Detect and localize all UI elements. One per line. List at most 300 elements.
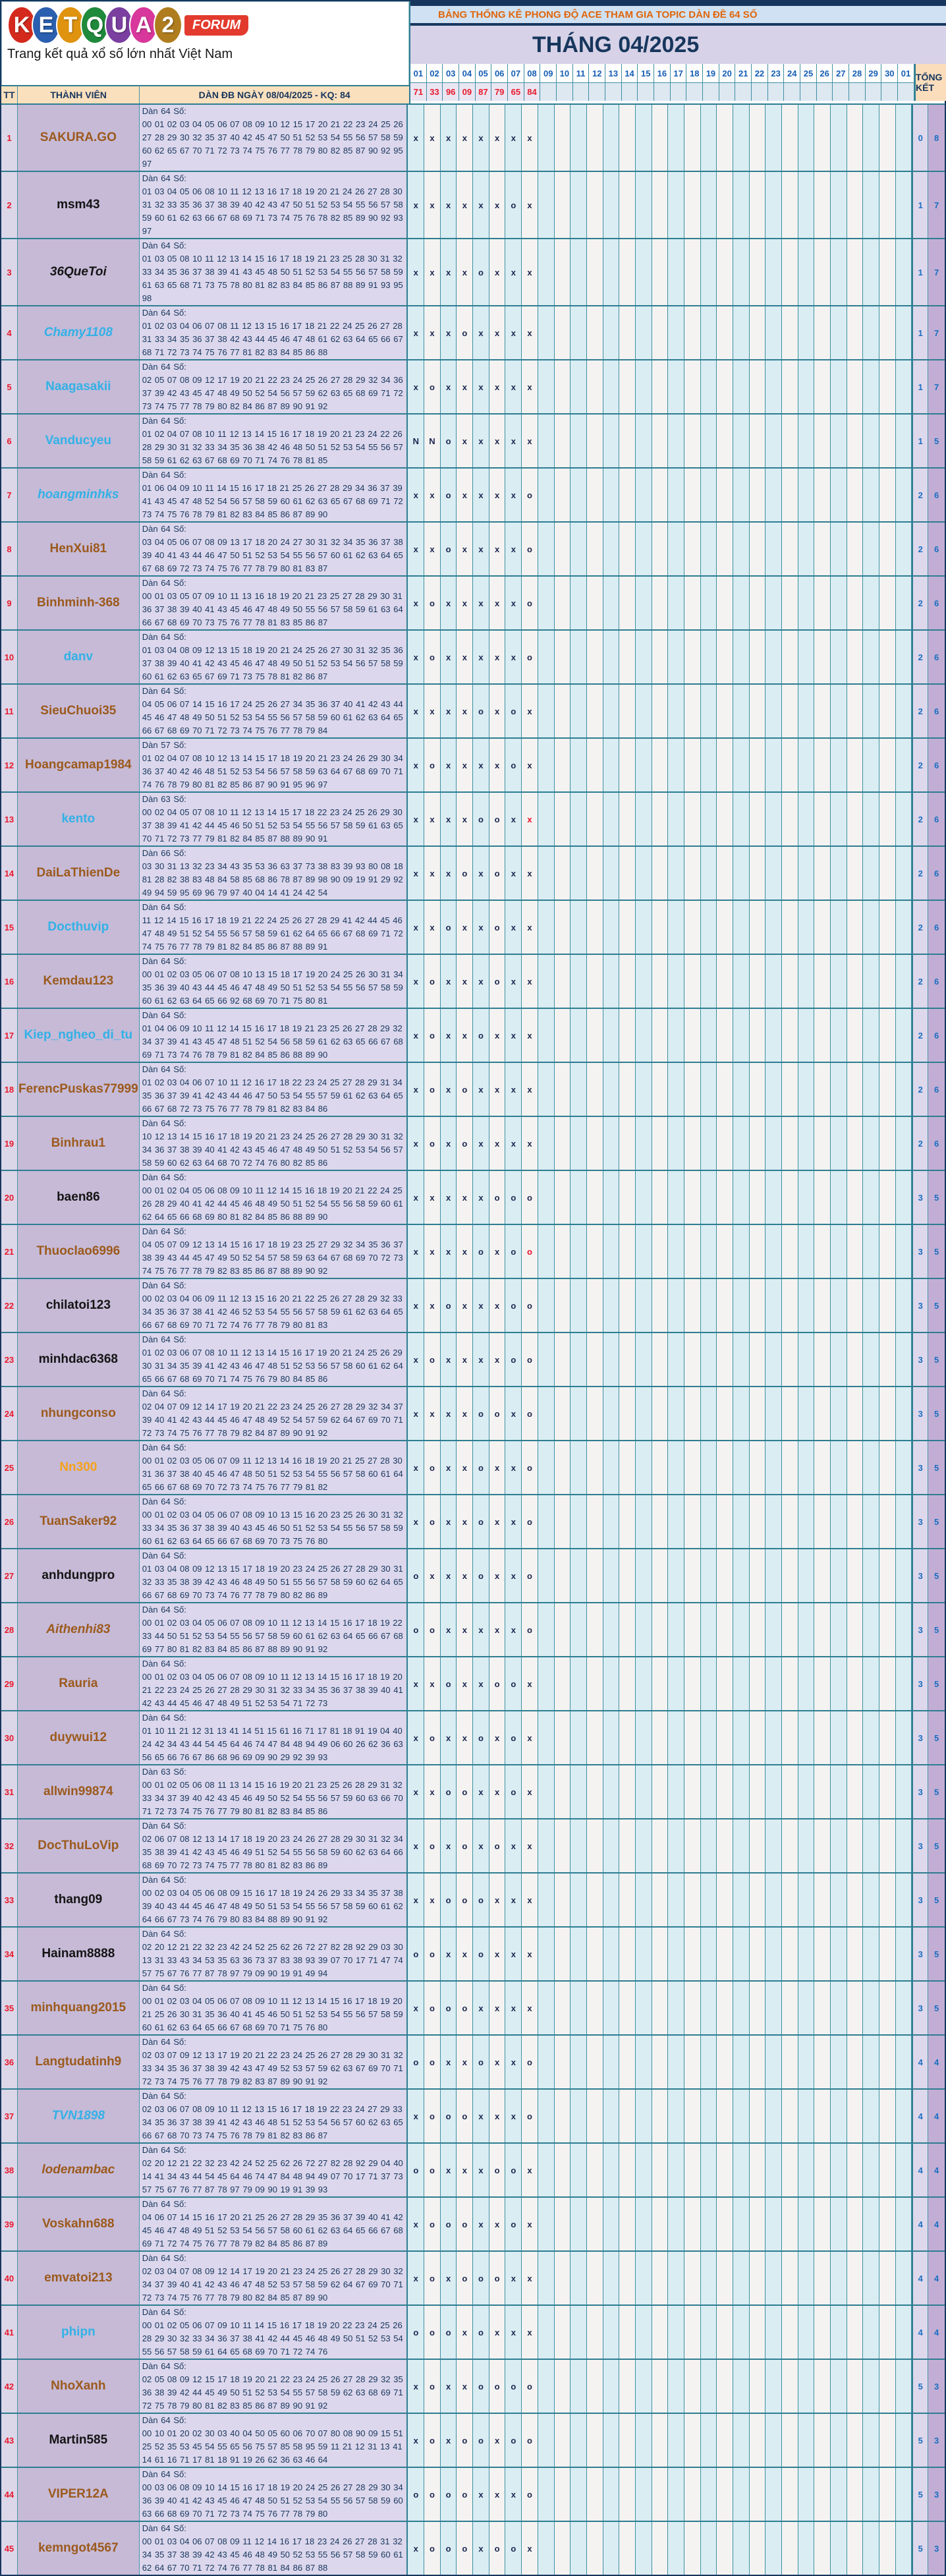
mark-cell xyxy=(733,847,750,900)
member-name[interactable]: Aithenhi83 xyxy=(46,1622,111,1636)
mark-cell: x xyxy=(408,172,424,238)
mark-cell xyxy=(847,685,864,737)
mark-cell xyxy=(717,739,733,791)
mark-cell xyxy=(587,1063,603,1116)
mark-cell xyxy=(717,1171,733,1224)
mark-cell xyxy=(814,2360,831,2413)
day-cells xyxy=(408,1387,912,1440)
mark-cell xyxy=(831,2522,847,2575)
member-name[interactable]: DaiLaThienDe xyxy=(36,866,121,880)
dan-numbers: 01 03 04 08 09 12 13 15 17 18 19 20 23 24 25 26 27 28 29 30 31 32 33 35 38 39 42 43 46 48 49 50 51 55 56 57 58 59 60 62 64 65 66 67 68 69 70 73 74 76 77 78 79 80 82 86 89 xyxy=(142,1564,403,1600)
mark-cell: o xyxy=(489,2144,506,2196)
member-name-cell xyxy=(18,1009,140,1062)
dan-label: Dàn 64 Số: xyxy=(142,416,186,426)
win-total: 4 xyxy=(928,2090,945,2142)
mark-cell xyxy=(750,1928,766,1980)
member-name[interactable]: NhoXanh xyxy=(51,2379,106,2393)
dan-numbers: 01 02 03 04 06 07 10 11 12 16 17 18 22 23 24 25 27 28 29 31 34 35 36 37 39 41 42 43 44 46 47 50 53 54 55 57 59 61 62 63 64 65 66 67 68 72 73 75 76 77 78 79 81 82 83 84 86 xyxy=(142,1077,403,1114)
win-total: 6 xyxy=(928,739,945,791)
mark-cell xyxy=(603,793,620,845)
mark-cell xyxy=(896,1982,912,2034)
mark-cell xyxy=(619,2468,636,2521)
mark-cell xyxy=(798,2360,815,2413)
dan-numbers: 01 03 05 08 10 11 12 13 14 15 16 17 18 19 21 23 25 28 30 31 32 33 34 35 36 37 38 39 41 43 45 48 50 51 52 53 54 55 56 57 58 59 61 63 65 68 71 73 75 78 80 81 82 83 84 85 86 87 88 89 91 93 95 98 xyxy=(142,254,403,303)
mark-cell xyxy=(814,1765,831,1818)
numbers-cell xyxy=(140,2306,408,2359)
dan-numbers: 01 02 04 07 08 10 12 13 14 15 17 18 19 20 21 23 24 26 29 30 34 36 37 40 42 46 48 51 52 53 54 56 57 58 59 63 64 67 68 69 70 71 74 76 78 79 80 81 82 85 86 87 90 91 95 96 97 xyxy=(142,753,403,789)
mark-cell xyxy=(798,1225,815,1278)
mark-cell xyxy=(750,469,766,521)
member-name[interactable]: Rauria xyxy=(59,1676,98,1690)
member-name[interactable]: kemngot4567 xyxy=(38,2541,119,2555)
table-row xyxy=(1,845,945,900)
mark-cell xyxy=(733,1711,750,1764)
member-name[interactable]: HenXui81 xyxy=(49,542,107,556)
mark-cell xyxy=(879,360,896,413)
mark-cell: x xyxy=(441,2252,457,2304)
mark-cell xyxy=(652,1387,669,1440)
mark-cell xyxy=(782,1495,798,1548)
member-name[interactable]: Hoangcamap1984 xyxy=(25,758,132,772)
mark-cell: x xyxy=(424,685,441,737)
mark-cell: x xyxy=(489,2090,506,2142)
mark-cell xyxy=(863,685,879,737)
member-name[interactable]: thang09 xyxy=(54,1893,103,1906)
mark-cell xyxy=(798,1333,815,1386)
day-cells xyxy=(408,955,912,1008)
day-header-cell: 22 xyxy=(752,64,768,83)
mark-cell: x xyxy=(489,1009,506,1062)
mark-cell xyxy=(636,1657,652,1710)
day-cells xyxy=(408,685,912,737)
mark-cell xyxy=(831,739,847,791)
mark-cell xyxy=(863,2414,879,2467)
mark-cell xyxy=(896,685,912,737)
mark-cell: x xyxy=(457,1279,473,1332)
member-name[interactable]: danv xyxy=(63,650,93,664)
mark-cell xyxy=(847,847,864,900)
mark-cell xyxy=(587,1765,603,1818)
row-number: 10 xyxy=(1,631,18,683)
mark-cell xyxy=(798,793,815,845)
member-name[interactable]: Chamy1108 xyxy=(43,326,113,339)
mark-cell xyxy=(555,1387,571,1440)
member-name[interactable]: minhquang2015 xyxy=(30,2001,126,2015)
member-name[interactable]: minhdac6368 xyxy=(38,1352,119,1366)
mark-cell xyxy=(831,1982,847,2034)
member-name[interactable]: 36QueToi xyxy=(49,265,107,279)
mark-cell xyxy=(798,685,815,737)
mark-cell: x xyxy=(473,2522,489,2575)
member-name-cell xyxy=(18,1225,140,1278)
numbers-cell xyxy=(140,469,408,521)
member-name-cell xyxy=(18,1171,140,1224)
member-name[interactable]: Kiep_ngheo_di_tu xyxy=(24,1028,133,1042)
mark-cell xyxy=(733,1441,750,1494)
mark-cell xyxy=(831,1117,847,1170)
mark-cell xyxy=(896,2360,912,2413)
mark-cell xyxy=(717,1333,733,1386)
mark-cell: x xyxy=(473,306,489,359)
numbers-cell xyxy=(140,1495,408,1548)
member-name[interactable]: phipn xyxy=(61,2325,96,2339)
mark-cell xyxy=(603,1171,620,1224)
mark-cell: x xyxy=(505,2090,522,2142)
mark-cell: o xyxy=(441,415,457,467)
mark-cell xyxy=(538,793,555,845)
member-name[interactable]: Binhrau1 xyxy=(51,1136,105,1150)
logo-letter: Q xyxy=(80,6,109,44)
mark-cell: x xyxy=(522,1982,538,2034)
dan-label: Dàn 57 Số: xyxy=(142,740,186,750)
member-name[interactable]: Docthuvip xyxy=(47,920,109,934)
win-total: 7 xyxy=(928,172,945,238)
mark-cell xyxy=(619,1603,636,1656)
day-cells xyxy=(408,1874,912,1926)
mark-cell: x xyxy=(424,1171,441,1224)
member-name-cell xyxy=(18,1549,140,1602)
mark-cell xyxy=(701,1009,717,1062)
member-name[interactable]: baen86 xyxy=(57,1190,100,1204)
day-cells xyxy=(408,1117,912,1170)
mark-cell xyxy=(733,2036,750,2088)
mark-cell xyxy=(570,1928,587,1980)
mark-cell xyxy=(652,1549,669,1602)
member-name[interactable]: SieuChuoi35 xyxy=(40,704,117,718)
mark-cell: x xyxy=(441,1441,457,1494)
mark-cell: x xyxy=(441,1063,457,1116)
mark-cell xyxy=(879,2306,896,2359)
mark-cell xyxy=(668,1711,684,1764)
logo-letter: T xyxy=(56,6,85,44)
mark-cell: x xyxy=(408,2522,424,2575)
mark-cell xyxy=(782,2198,798,2250)
mark-cell xyxy=(765,1603,782,1656)
mark-cell: o xyxy=(522,1225,538,1278)
mark-cell xyxy=(619,1765,636,1818)
dan-label: Dàn 64 Số: xyxy=(142,2145,186,2155)
mark-cell xyxy=(619,1657,636,1710)
day-header-cell: 21 xyxy=(735,64,752,83)
mark-cell xyxy=(636,2306,652,2359)
numbers-cell xyxy=(140,685,408,737)
mark-cell xyxy=(814,2198,831,2250)
mark-cell xyxy=(619,631,636,683)
mark-cell: x xyxy=(408,523,424,575)
dan-numbers: 02 05 07 08 09 12 17 19 20 21 22 23 24 25 26 27 28 29 32 34 36 37 39 42 43 45 47 48 49 50 52 54 56 57 59 62 63 65 68 69 71 72 73 74 75 77 78 79 80 82 84 86 87 89 90 91 92 xyxy=(142,375,403,411)
mark-cell xyxy=(782,2414,798,2467)
mark-cell xyxy=(603,469,620,521)
mark-cell xyxy=(538,1387,555,1440)
row-number: 4 xyxy=(1,306,18,359)
miss-total: 2 xyxy=(912,1063,928,1116)
mark-cell xyxy=(733,2414,750,2467)
member-name-cell xyxy=(18,1657,140,1710)
day-header-cell: 11 xyxy=(573,64,590,83)
member-name[interactable]: anhdungpro xyxy=(42,1568,115,1582)
mark-cell xyxy=(684,1009,701,1062)
member-name[interactable]: lodenambac xyxy=(42,2163,115,2177)
mark-cell: x xyxy=(522,685,538,737)
mark-cell: o xyxy=(424,2468,441,2521)
mark-cell xyxy=(555,523,571,575)
member-name-cell xyxy=(18,306,140,359)
mark-cell xyxy=(538,2414,555,2467)
mark-cell xyxy=(750,1819,766,1872)
mark-cell xyxy=(684,739,701,791)
mark-cell: o xyxy=(424,631,441,683)
member-name[interactable]: Voskahn688 xyxy=(42,2217,115,2231)
mark-cell xyxy=(733,1171,750,1224)
result-cell: 87 xyxy=(476,83,492,101)
mark-cell xyxy=(701,901,717,954)
mark-cell xyxy=(896,2198,912,2250)
mark-cell xyxy=(814,1549,831,1602)
row-number: 27 xyxy=(1,1549,18,1602)
mark-cell xyxy=(750,1711,766,1764)
table-row xyxy=(1,1332,945,1386)
dan-numbers: 00 01 02 03 05 06 07 09 11 12 13 14 16 18 19 20 21 25 27 28 30 31 36 37 38 40 45 46 47 48 50 51 52 53 54 55 56 57 58 60 61 64 65 66 67 68 69 70 72 73 74 75 76 77 79 81 82 xyxy=(142,1456,403,1492)
mark-cell xyxy=(652,1171,669,1224)
mark-cell xyxy=(636,1819,652,1872)
mark-cell xyxy=(538,306,555,359)
mark-cell xyxy=(587,172,603,238)
mark-cell: x xyxy=(473,172,489,238)
member-name[interactable]: msm43 xyxy=(57,198,100,212)
member-name[interactable]: duywui12 xyxy=(49,1731,107,1744)
mark-cell xyxy=(636,2144,652,2196)
miss-total: 4 xyxy=(912,2090,928,2142)
mark-cell xyxy=(847,2144,864,2196)
month-band xyxy=(410,26,946,64)
mark-cell xyxy=(636,523,652,575)
mark-cell xyxy=(896,1441,912,1494)
mark-cell: o xyxy=(522,1441,538,1494)
member-name[interactable]: Langtudatinh9 xyxy=(35,2055,122,2069)
mark-cell xyxy=(750,1117,766,1170)
mark-cell xyxy=(587,1819,603,1872)
member-name-cell xyxy=(18,2090,140,2142)
row-number: 28 xyxy=(1,1603,18,1656)
member-name[interactable]: Naagasakii xyxy=(45,380,111,393)
mark-cell: x xyxy=(408,2090,424,2142)
mark-cell xyxy=(619,1009,636,1062)
mark-cell xyxy=(538,847,555,900)
mark-cell: x xyxy=(408,2252,424,2304)
mark-cell xyxy=(863,1819,879,1872)
row-number: 31 xyxy=(1,1765,18,1818)
mark-cell xyxy=(684,2036,701,2088)
mark-cell xyxy=(555,1495,571,1548)
mark-cell xyxy=(814,469,831,521)
mark-cell: x xyxy=(408,306,424,359)
dan-numbers: 01 06 04 09 10 11 14 15 16 17 18 21 25 26 27 28 29 34 36 37 39 41 43 45 47 48 52 54 56 57 58 59 60 61 62 63 65 67 68 69 71 72 73 74 75 76 78 79 81 82 83 84 85 86 87 89 90 xyxy=(142,483,403,519)
site-logo[interactable] xyxy=(1,1,409,85)
mark-cell xyxy=(847,1495,864,1548)
mark-cell xyxy=(896,1171,912,1224)
member-name[interactable]: Hainam8888 xyxy=(42,1947,115,1961)
member-name[interactable]: kento xyxy=(61,812,96,826)
mark-cell xyxy=(863,1387,879,1440)
dan-label: Dàn 64 Số: xyxy=(142,1443,186,1452)
mark-cell xyxy=(538,1333,555,1386)
mark-cell xyxy=(814,2522,831,2575)
mark-cell xyxy=(733,739,750,791)
mark-cell xyxy=(733,901,750,954)
mark-cell: x xyxy=(424,1387,441,1440)
member-name[interactable]: Thuoclao6996 xyxy=(36,1244,121,1258)
member-name[interactable]: Vanducyeu xyxy=(45,434,111,447)
mark-cell: x xyxy=(473,1117,489,1170)
mark-cell xyxy=(831,901,847,954)
mark-cell: o xyxy=(522,2360,538,2413)
member-name[interactable]: nhungconso xyxy=(40,1406,116,1420)
dan-numbers: 02 20 12 21 22 32 23 42 24 52 25 62 26 72 27 82 28 92 29 04 40 14 41 34 43 44 54 45 64 46 74 47 84 48 94 49 07 70 17 71 37 73 57 75 67 76 77 87 78 97 79 09 90 19 91 39 93 xyxy=(142,2158,403,2194)
member-name[interactable]: Binhminh-368 xyxy=(37,596,120,610)
mark-cell xyxy=(879,2414,896,2467)
miss-total: 2 xyxy=(912,631,928,683)
day-header-cell: 19 xyxy=(703,64,719,83)
table-row xyxy=(1,2359,945,2413)
mark-cell xyxy=(831,239,847,305)
mark-cell xyxy=(847,469,864,521)
mark-cell xyxy=(538,2144,555,2196)
mark-cell xyxy=(782,1171,798,1224)
mark-cell xyxy=(701,2036,717,2088)
mark-cell: x xyxy=(408,239,424,305)
mark-cell xyxy=(570,793,587,845)
mark-cell xyxy=(750,105,766,171)
mark-cell: o xyxy=(473,1928,489,1980)
mark-cell xyxy=(717,1441,733,1494)
mark-cell: x xyxy=(473,2090,489,2142)
mark-cell: x xyxy=(441,1387,457,1440)
mark-cell: o xyxy=(473,1225,489,1278)
mark-cell xyxy=(879,1928,896,1980)
member-name[interactable]: emvatoi213 xyxy=(44,2271,113,2285)
mark-cell: x xyxy=(457,1549,473,1602)
mark-cell xyxy=(765,1387,782,1440)
mark-cell: x xyxy=(473,1333,489,1386)
mark-cell xyxy=(717,1874,733,1926)
mark-cell xyxy=(717,2144,733,2196)
row-number: 32 xyxy=(1,1819,18,1872)
dan-label: Dàn 64 Số: xyxy=(142,173,186,183)
mark-cell: x xyxy=(505,1982,522,2034)
member-name[interactable]: SAKURA.GO xyxy=(40,130,117,144)
result-cell xyxy=(719,83,736,101)
mark-cell xyxy=(733,2144,750,2196)
mark-cell: x xyxy=(457,739,473,791)
member-name[interactable]: TuanSaker92 xyxy=(40,1514,117,1528)
mark-cell xyxy=(863,901,879,954)
mark-cell xyxy=(750,955,766,1008)
table-row xyxy=(1,521,945,575)
member-name-cell xyxy=(18,901,140,954)
mark-cell xyxy=(831,955,847,1008)
mark-cell xyxy=(619,1063,636,1116)
member-name-cell xyxy=(18,172,140,238)
member-name[interactable]: Nn300 xyxy=(59,1460,97,1474)
mark-cell: o xyxy=(489,1657,506,1710)
mark-cell xyxy=(733,1928,750,1980)
mark-cell xyxy=(879,2144,896,2196)
member-name[interactable]: Martin585 xyxy=(49,2433,108,2447)
mark-cell: o xyxy=(457,2198,473,2250)
dan-numbers: 02 20 12 21 22 32 23 42 24 52 25 62 26 72 27 82 28 92 29 03 30 13 31 33 43 34 53 35 63 36 73 37 83 38 93 39 07 70 17 71 47 74 57 75 67 76 77 87 78 97 79 09 90 19 91 49 94 xyxy=(142,1942,403,1978)
mark-cell xyxy=(863,1171,879,1224)
mark-cell xyxy=(814,1171,831,1224)
mark-cell: x xyxy=(505,577,522,629)
dan-label: Dàn 64 Số: xyxy=(142,524,186,534)
mark-cell xyxy=(538,1009,555,1062)
member-name[interactable]: FerencPuskas77999 xyxy=(18,1082,138,1096)
mark-cell xyxy=(879,1874,896,1926)
numbers-cell xyxy=(140,1549,408,1602)
mark-cell xyxy=(538,469,555,521)
mark-cell: o xyxy=(505,2414,522,2467)
mark-cell xyxy=(619,847,636,900)
mark-cell xyxy=(570,2144,587,2196)
member-name[interactable]: hoangminhks xyxy=(38,488,119,501)
mark-cell xyxy=(636,955,652,1008)
member-name-cell xyxy=(18,523,140,575)
mark-cell xyxy=(636,901,652,954)
member-name[interactable]: allwin99874 xyxy=(43,1785,113,1798)
member-name[interactable]: TVN1898 xyxy=(51,2109,105,2123)
mark-cell xyxy=(847,1982,864,2034)
mark-cell xyxy=(652,2036,669,2088)
mark-cell xyxy=(798,739,815,791)
mark-cell: x xyxy=(408,1387,424,1440)
member-name[interactable]: VIPER12A xyxy=(47,2487,109,2501)
mark-cell xyxy=(733,239,750,305)
mark-cell xyxy=(701,1117,717,1170)
win-total: 3 xyxy=(928,2468,945,2521)
day-cells xyxy=(408,2198,912,2250)
mark-cell xyxy=(863,2306,879,2359)
mark-cell xyxy=(570,1009,587,1062)
mark-cell xyxy=(587,1495,603,1548)
member-name-cell xyxy=(18,2252,140,2304)
member-name[interactable]: DocThuLoVip xyxy=(38,1839,119,1852)
mark-cell xyxy=(587,1009,603,1062)
mark-cell: x xyxy=(505,1819,522,1872)
dan-label: Dàn 64 Số: xyxy=(142,1064,186,1074)
mark-cell: o xyxy=(408,1603,424,1656)
member-name[interactable]: chilatoi123 xyxy=(45,1298,111,1312)
mark-cell xyxy=(765,793,782,845)
mark-cell xyxy=(717,901,733,954)
mark-cell xyxy=(750,2468,766,2521)
mark-cell: x xyxy=(441,793,457,845)
mark-cell xyxy=(896,1928,912,1980)
mark-cell xyxy=(652,793,669,845)
member-name-cell xyxy=(18,360,140,413)
mark-cell xyxy=(782,2306,798,2359)
mark-cell xyxy=(879,469,896,521)
mark-cell: x xyxy=(408,1495,424,1548)
mark-cell xyxy=(717,1063,733,1116)
mark-cell xyxy=(636,577,652,629)
member-name[interactable]: Kemdau123 xyxy=(43,974,114,988)
day-cells xyxy=(408,1495,912,1548)
mark-cell xyxy=(555,631,571,683)
mark-cell xyxy=(879,1657,896,1710)
table-row xyxy=(1,1710,945,1764)
mark-cell: o xyxy=(505,1171,522,1224)
dan-numbers: 00 01 02 03 05 06 07 08 10 13 15 18 17 19 20 24 25 26 30 31 34 35 36 39 40 43 44 45 46 47 48 49 50 51 52 53 54 55 56 57 58 59 60 61 62 63 64 65 66 92 68 69 70 71 75 80 81 xyxy=(142,969,403,1006)
